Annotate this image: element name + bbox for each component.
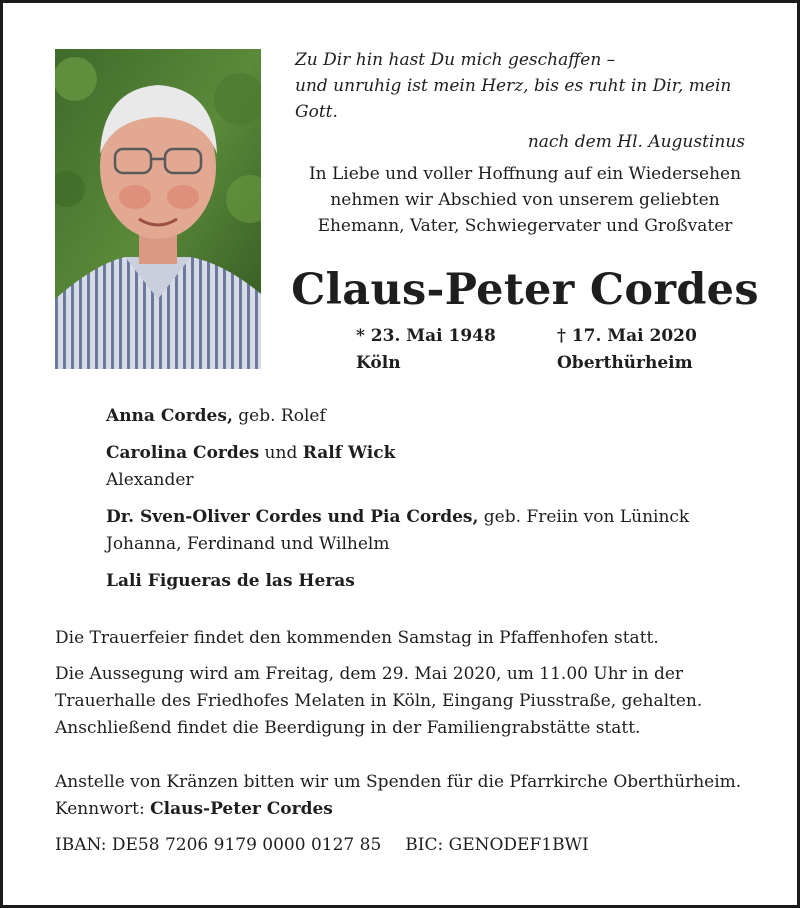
blessing-line-3: Anschließend findet die Beerdigung in der Familiengrabstätte statt. bbox=[55, 718, 641, 738]
family-member-name: Anna Cordes, bbox=[106, 406, 233, 426]
ceremony-text: Die Trauerfeier findet den kommenden Samstag in Pfaffenhofen statt. bbox=[55, 628, 659, 648]
birth-info bbox=[356, 323, 496, 377]
family-conjunction: und bbox=[259, 443, 303, 463]
family-member-name: Carolina Cordes bbox=[106, 443, 260, 463]
birth-date: * 23. Mai 1948 bbox=[356, 326, 496, 346]
family-group bbox=[106, 440, 766, 494]
family-member-name: Dr. Sven-Oliver Cordes und Pia Cordes, bbox=[106, 507, 479, 527]
bank-details bbox=[55, 832, 755, 859]
quote-line-2: und unruhig ist mein Herz, bis es ruht in Dir, mein Gott. bbox=[295, 76, 732, 122]
bic: BIC: GENODEF1BWI bbox=[405, 835, 589, 855]
keyword-label: Kennwort: bbox=[55, 799, 151, 819]
family-children: Johanna, Ferdinand und Wilhelm bbox=[106, 534, 390, 554]
family-member-detail: geb. Rolef bbox=[232, 406, 326, 426]
blessing-line-2: Trauerhalle des Friedhofes Melaten in Köln, Eingang Piusstraße, gehalten. bbox=[55, 691, 703, 711]
notice-text bbox=[55, 625, 755, 868]
family-children: Alexander bbox=[106, 470, 194, 490]
death-info bbox=[557, 323, 697, 377]
family-group bbox=[106, 403, 766, 430]
intro-text bbox=[295, 161, 755, 239]
family-list bbox=[106, 403, 766, 605]
deceased-name: Claus-Peter Cordes bbox=[291, 265, 759, 315]
death-place: Oberthürheim bbox=[557, 353, 693, 373]
quote-source: nach dem Hl. Augustinus bbox=[527, 132, 745, 152]
intro-line-1: In Liebe und voller Hoffnung auf ein Wiedersehen bbox=[308, 164, 742, 184]
death-date: † 17. Mai 2020 bbox=[557, 326, 697, 346]
donation-keyword bbox=[55, 796, 755, 823]
quote-line-1: Zu Dir hin hast Du mich geschaffen – bbox=[295, 50, 616, 70]
family-member-name: Ralf Wick bbox=[302, 443, 396, 463]
portrait-photo bbox=[55, 49, 261, 369]
intro-line-3: Ehemann, Vater, Schwiegervater und Großvater bbox=[317, 216, 733, 236]
donation-text: Anstelle von Kränzen bitten wir um Spenden für die Pfarrkirche Oberthürheim. bbox=[55, 772, 742, 792]
family-group bbox=[106, 568, 766, 595]
keyword-value: Claus-Peter Cordes bbox=[150, 799, 333, 819]
family-member-detail: geb. Freiin von Lüninck bbox=[478, 507, 690, 527]
blessing-line-1: Die Aussegung wird am Freitag, dem 29. Mai 2020, um 11.00 Uhr in der bbox=[55, 664, 684, 684]
family-group bbox=[106, 504, 766, 558]
birth-place: Köln bbox=[356, 353, 401, 373]
iban: IBAN: DE58 7206 9179 0000 0127 85 bbox=[55, 835, 382, 855]
intro-line-2: nehmen wir Abschied von unserem geliebten bbox=[330, 190, 720, 210]
family-member-name: Lali Figueras de las Heras bbox=[106, 571, 355, 591]
quote-block bbox=[265, 47, 745, 155]
